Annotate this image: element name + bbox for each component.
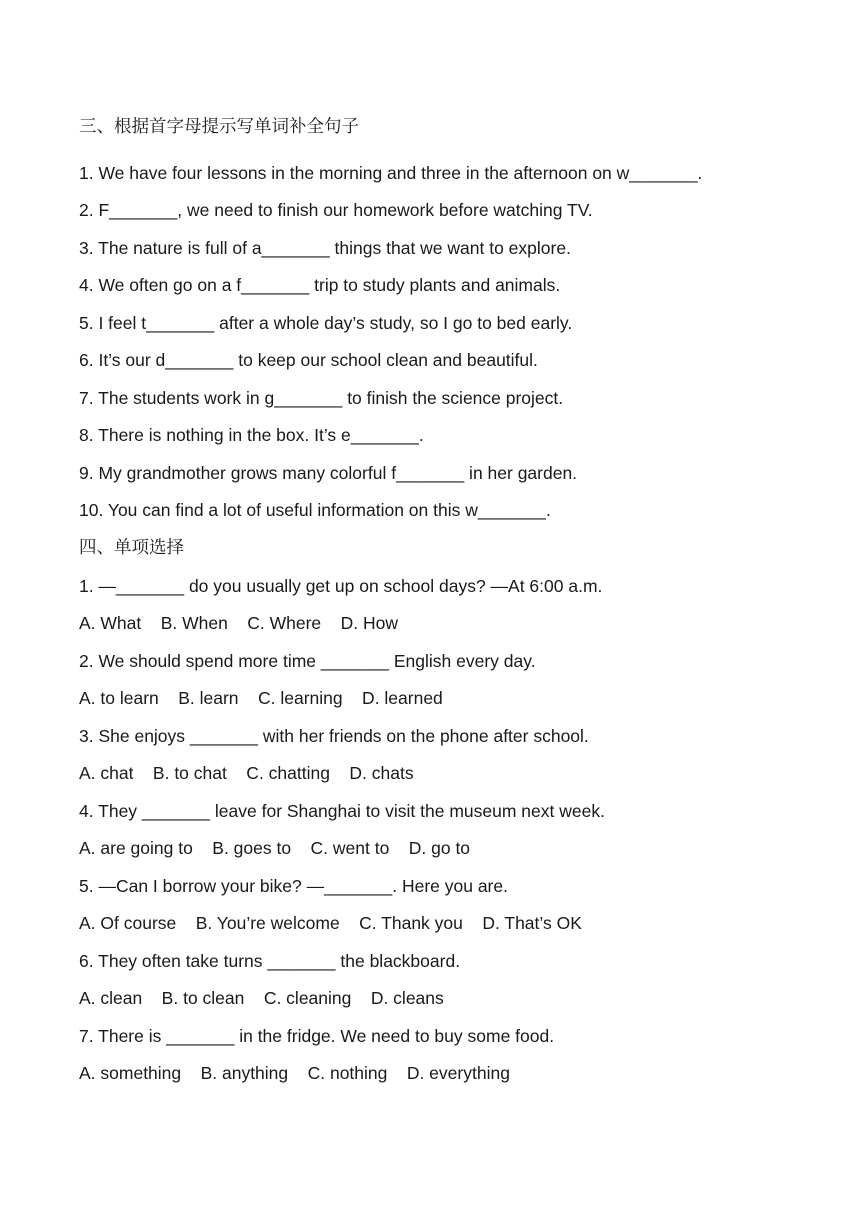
choice-options-6: A. clean B. to clean C. cleaning D. cleans xyxy=(79,988,444,1008)
choice-options-7: A. something B. anything C. nothing D. everything xyxy=(79,1063,510,1083)
choice-options-5: A. Of course B. You’re welcome C. Thank you D. That’s OK xyxy=(79,913,582,933)
fill-item-10: 10. You can find a lot of useful information on this w_______. xyxy=(79,500,551,520)
fill-item-8: 8. There is nothing in the box. It’s e_______. xyxy=(79,425,424,445)
choice-question-7: 7. There is _______ in the fridge. We need to buy some food. xyxy=(79,1026,555,1046)
fill-item-2: 2. F_______, we need to finish our homework before watching TV. xyxy=(79,200,593,220)
choice-options-3: A. chat B. to chat C. chatting D. chats xyxy=(79,763,414,783)
choice-question-1: 1. —_______ do you usually get up on school days? —At 6:00 a.m. xyxy=(79,576,603,596)
fill-item-3: 3. The nature is full of a_______ things that we want to explore. xyxy=(79,238,571,258)
section-4-heading: 四、单项选择 xyxy=(79,538,184,558)
fill-item-9: 9. My grandmother grows many colorful f_______ in her garden. xyxy=(79,463,578,483)
fill-item-6: 6. It’s our d_______ to keep our school clean and beautiful. xyxy=(79,350,538,370)
choice-options-1: A. What B. When C. Where D. How xyxy=(79,613,398,633)
fill-item-7: 7. The students work in g_______ to finish the science project. xyxy=(79,388,564,408)
choice-question-4: 4. They _______ leave for Shanghai to visit the museum next week. xyxy=(79,801,605,821)
choice-options-2: A. to learn B. learn C. learning D. learned xyxy=(79,688,443,708)
fill-item-4: 4. We often go on a f_______ trip to study plants and animals. xyxy=(79,275,561,295)
choice-options-4: A. are going to B. goes to C. went to D. go to xyxy=(79,838,471,858)
choice-question-3: 3. She enjoys _______ with her friends on the phone after school. xyxy=(79,726,589,746)
fill-item-1: 1. We have four lessons in the morning and three in the afternoon on w_______. xyxy=(79,163,703,183)
choice-question-2: 2. We should spend more time _______ English every day. xyxy=(79,651,536,671)
choice-question-5: 5. —Can I borrow your bike? —_______. Here you are. xyxy=(79,876,508,896)
fill-item-5: 5. I feel t_______ after a whole day’s study, so I go to bed early. xyxy=(79,313,573,333)
choice-question-6: 6. They often take turns _______ the blackboard. xyxy=(79,951,461,971)
section-3-heading: 三、根据首字母提示写单词补全句子 xyxy=(79,117,359,137)
